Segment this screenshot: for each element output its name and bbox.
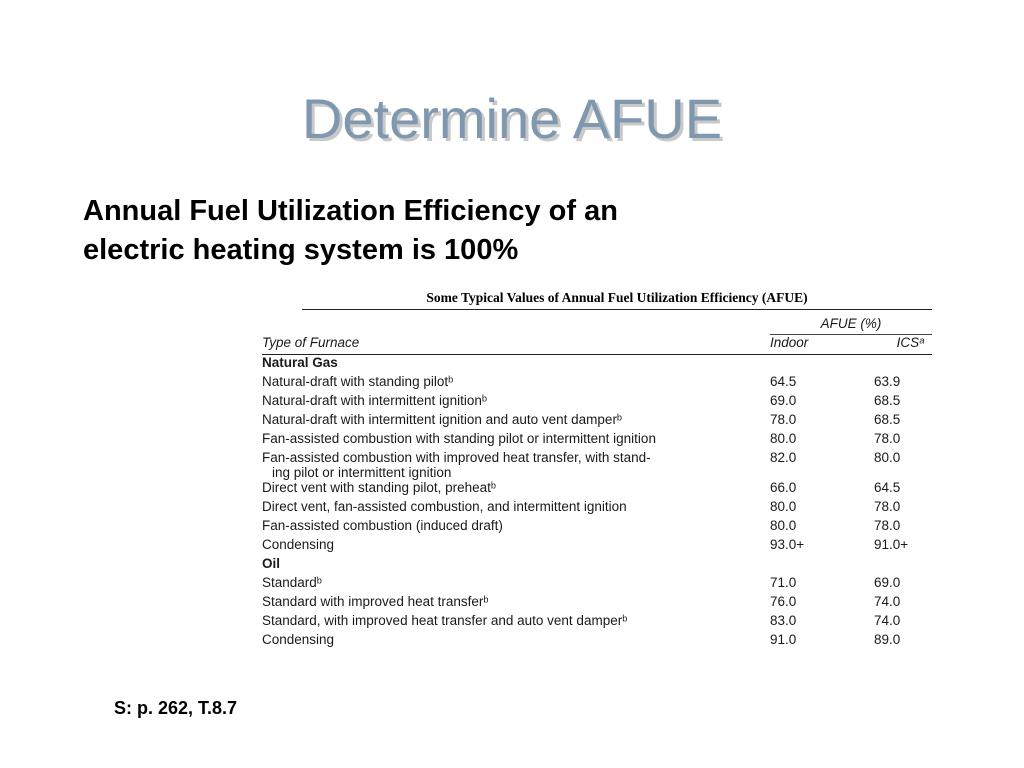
furnace-type-text: Fan-assisted combustion with standing pilot or intermittent ignition (262, 431, 656, 446)
ics-value: 74.0 (874, 613, 901, 628)
column-header-indoor: Indoor (770, 335, 874, 355)
column-header-ics: ICSᵃ (874, 335, 932, 355)
table-group-header-row (262, 310, 932, 335)
furnace-type-text-cont: ing pilot or intermittent ignition (272, 465, 452, 480)
table-row (262, 632, 932, 651)
indoor-value: 91.0 (770, 632, 797, 647)
indoor-value: 83.0 (770, 613, 797, 628)
section-heading: Oil (262, 556, 281, 571)
table-caption: Some Typical Values of Annual Fuel Utilization Efficiency (AFUE) (302, 290, 932, 310)
source-citation: S: p. 262, T.8.7 (114, 698, 238, 718)
subtitle-line-2: electric heating system is 100% (83, 234, 519, 266)
ics-value: 69.0 (874, 575, 901, 590)
furnace-type-text: Fan-assisted combustion (induced draft) (262, 518, 503, 533)
table-row (262, 537, 932, 556)
table-row (262, 499, 932, 518)
afue-table (262, 310, 932, 651)
slide-subtitle (83, 192, 783, 270)
indoor-value: 80.0 (770, 518, 797, 533)
ics-value: 78.0 (874, 518, 901, 533)
indoor-value: 64.5 (770, 374, 797, 389)
table-row (262, 518, 932, 537)
furnace-type-text: Fan-assisted combustion with improved heat transfer, with stand- (262, 450, 651, 465)
indoor-value: 82.0 (770, 450, 797, 465)
ics-value: 78.0 (874, 431, 901, 446)
table-row (262, 431, 932, 450)
furnace-type-cell (262, 575, 770, 594)
indoor-value: 76.0 (770, 594, 797, 609)
furnace-type-cell (262, 393, 770, 412)
furnace-type-text: Condensing (262, 537, 335, 552)
furnace-type-cell (262, 412, 770, 431)
ics-value: 74.0 (874, 594, 901, 609)
ics-value: 68.5 (874, 412, 901, 427)
table-row (262, 374, 932, 393)
ics-value: 78.0 (874, 499, 901, 514)
ics-value: 64.5 (874, 480, 901, 495)
indoor-value: 66.0 (770, 480, 797, 495)
afue-percent-header: AFUE (%) (770, 310, 932, 335)
afue-table-figure (262, 290, 932, 651)
indoor-value: 78.0 (770, 412, 797, 427)
table-section-row (262, 556, 932, 575)
furnace-type-text: Direct vent, fan-assisted combustion, and intermittent ignition (262, 499, 627, 514)
section-heading: Natural Gas (262, 355, 338, 370)
furnace-type-text: Natural-draft with intermittent ignitionᵇ (262, 393, 487, 408)
table-column-header-row (262, 335, 932, 355)
furnace-type-text: Direct vent with standing pilot, preheatᵇ (262, 480, 496, 495)
ics-value: 63.9 (874, 374, 901, 389)
table-section-row (262, 355, 932, 375)
furnace-type-cell (262, 632, 770, 651)
indoor-value: 80.0 (770, 431, 797, 446)
furnace-type-cell (262, 518, 770, 537)
furnace-type-text: Condensing (262, 632, 335, 647)
furnace-type-text: Standard with improved heat transferᵇ (262, 594, 489, 609)
furnace-type-text: Standardᵇ (262, 575, 322, 590)
ics-value: 91.0+ (874, 537, 909, 552)
furnace-type-cell (262, 499, 770, 518)
indoor-value: 71.0 (770, 575, 797, 590)
table-row (262, 575, 932, 594)
furnace-type-cell (262, 480, 770, 499)
indoor-value: 80.0 (770, 499, 797, 514)
indoor-value: 69.0 (770, 393, 797, 408)
furnace-type-text: Natural-draft with intermittent ignition and auto vent damperᵇ (262, 412, 623, 427)
subtitle-line-1: Annual Fuel Utilization Efficiency of an (83, 195, 618, 227)
furnace-type-text: Standard, with improved heat transfer and auto vent damperᵇ (262, 613, 628, 628)
slide-title: Determine AFUE (301, 87, 723, 150)
furnace-type-cell (262, 374, 770, 393)
table-row (262, 613, 932, 632)
furnace-type-cell (262, 594, 770, 613)
furnace-type-cell (262, 431, 770, 450)
table-row (262, 594, 932, 613)
table-row (262, 412, 932, 431)
indoor-value: 93.0+ (770, 537, 805, 552)
furnace-type-text: Natural-draft with standing pilotᵇ (262, 374, 454, 389)
table-row (262, 480, 932, 499)
table-row (262, 450, 932, 480)
column-header-type: Type of Furnace (262, 335, 770, 355)
furnace-type-cell (262, 613, 770, 632)
ics-value: 80.0 (874, 450, 901, 465)
furnace-type-cell (262, 450, 770, 480)
ics-value: 68.5 (874, 393, 901, 408)
table-row (262, 393, 932, 412)
furnace-type-cell (262, 537, 770, 556)
ics-value: 89.0 (874, 632, 901, 647)
